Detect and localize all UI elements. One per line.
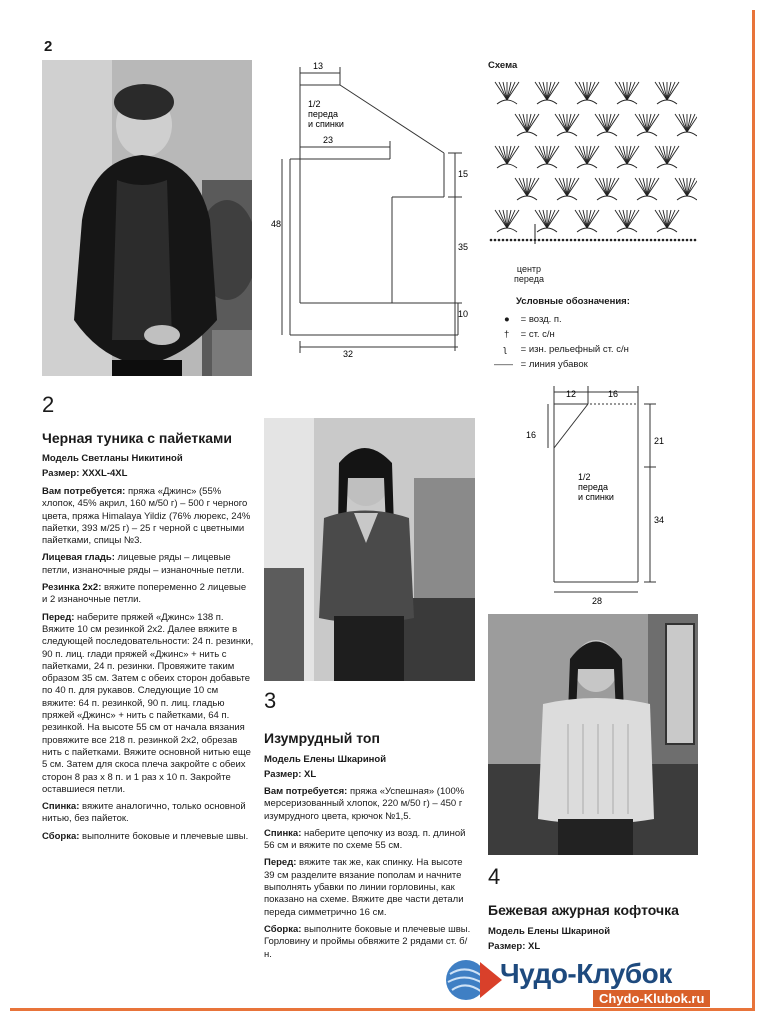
photo-beige-top xyxy=(488,614,698,855)
model-size: Размер: XXXL-4XL xyxy=(42,468,128,479)
dim-label: 16 xyxy=(608,389,619,399)
photo-black-tunic-image xyxy=(42,60,252,376)
chain-dot xyxy=(638,239,641,242)
pattern-label-line3: и спинки xyxy=(578,492,614,502)
chain-dot xyxy=(554,239,557,242)
dim-label: 10 xyxy=(458,309,469,319)
page-border-bottom xyxy=(10,1008,755,1011)
site-url[interactable]: Chydo-Klubok.ru xyxy=(593,990,710,1007)
chain-dot xyxy=(598,239,601,242)
legend-list xyxy=(494,312,629,372)
dim-label: 16 xyxy=(526,430,537,440)
dim-label: 35 xyxy=(458,242,469,252)
pattern-label-line1: 1/2 xyxy=(308,99,321,109)
chain-dot xyxy=(686,239,689,242)
chain-dot xyxy=(546,239,549,242)
center-label xyxy=(514,264,544,284)
model3-instructions xyxy=(264,786,475,961)
model-number: 3 xyxy=(264,688,277,713)
chain-dot xyxy=(566,239,569,242)
chain-dot xyxy=(518,239,521,242)
chain-dot xyxy=(694,239,697,242)
legend-title: Условные обозначения: xyxy=(516,296,630,307)
chain-dot xyxy=(646,239,649,242)
legend-item: ʅ = изн. рельефный ст. с/н xyxy=(504,344,629,355)
paragraph: Перед: вяжите так же, как спинку. На высоте 39 см разделите вязание пополам и начните выполнять убавки по линии горловины, как показано на схеме. Вяжите две части детали переда симметрично 16 см. xyxy=(264,857,464,918)
chain-dot xyxy=(674,239,677,242)
chain-dot xyxy=(670,239,673,242)
chain-dot xyxy=(550,239,553,242)
chain-dot xyxy=(562,239,565,242)
chain-dot xyxy=(506,239,509,242)
crochet-chart xyxy=(487,74,697,244)
photo-beige-top-image xyxy=(488,614,698,855)
chain-dot xyxy=(494,239,497,242)
photo-emerald-top-image xyxy=(264,418,475,681)
chain-dot xyxy=(622,239,625,242)
chain-dot xyxy=(594,239,597,242)
double-crochet-icon: † xyxy=(504,329,510,340)
dim-label: 15 xyxy=(458,169,469,179)
model-size: Размер: XL xyxy=(488,941,541,952)
chain-dot xyxy=(682,239,685,242)
chain-dot xyxy=(602,239,605,242)
chain-dot xyxy=(654,239,657,242)
relief-stitch-icon: ʅ xyxy=(504,344,507,355)
pattern-diagram-tunic xyxy=(268,55,478,365)
site-logo[interactable]: Чудо-Клубок xyxy=(500,958,672,989)
paragraph: Перед: наберите пряжей «Джинс» 138 п. Вяжите 10 см резинкой 2х2. Далее вяжите в следующей последовательности: 24 п. резинки, 90 п. лиц. глади пряжей «Джинс» + нить с пайетками, 24 п. резинки. Провяжите таким образом 35 см. Затем с обеих сторон добавьте по 40 п. для рукавов. Следующие 10 см вяжите: 64 п. резинкой, 90 п. лиц. гладью пряжей «Джинс» + нить с пайетками, 64 п. резинкой. На высоте 55 см от начала вязания провяжите все 218 п. резинкой 2х2, обрезав нить с пайетками. Вяжите основной нитью еще 5 см. Затем для скоса плеча закройте с обеих сторон 8 раз x 8 п. и 1 раз x 10 п. Закройте оставшиеся петли. xyxy=(42,611,254,795)
chain-dot xyxy=(650,239,653,242)
chain-dot xyxy=(610,239,613,242)
dim-label: 21 xyxy=(654,436,665,446)
pattern-label-line2: переда xyxy=(308,109,338,119)
model-author: Модель Елены Шкариной xyxy=(264,754,387,765)
chain-dot xyxy=(574,239,577,242)
dim-label: 34 xyxy=(654,515,665,525)
model-number: 2 xyxy=(42,392,55,417)
chain-dot xyxy=(630,239,633,242)
chain-dot xyxy=(690,239,693,242)
yarn-ball-icon xyxy=(442,948,504,1006)
chain-dot xyxy=(526,239,529,242)
dim-label: 23 xyxy=(323,135,334,145)
paragraph: Вам потребуется: пряжа «Джинс» (55% хлопок, 45% акрил, 160 м/50 г) – 500 г черного цвета, пряжа Himalaya Yildiz (76% люрекс, 24% пайетки, 393 м/25 г) – 25 г черной с цветными пайетками, спицы №3. xyxy=(42,486,251,547)
chain-dot xyxy=(662,239,665,242)
chain-dot xyxy=(498,239,501,242)
chain-dot xyxy=(618,239,621,242)
chain-dot xyxy=(490,239,493,242)
dim-label: 13 xyxy=(313,61,324,71)
photo-black-tunic xyxy=(42,60,252,376)
chain-dot xyxy=(570,239,573,242)
chain-dot xyxy=(514,239,517,242)
pattern-label-line3: и спинки xyxy=(308,119,344,129)
chain-dot xyxy=(586,239,589,242)
center-label-line2: переда xyxy=(514,274,544,284)
chain-dot xyxy=(502,239,505,242)
center-label-line1: центр xyxy=(516,264,542,274)
chain-dot xyxy=(538,239,541,242)
chain-dot xyxy=(606,239,609,242)
air-chain-icon: ● xyxy=(504,314,510,325)
chain-dot xyxy=(542,239,545,242)
model-author: Модель Елены Шкариной xyxy=(488,926,611,937)
chain-dot xyxy=(642,239,645,242)
paragraph: Спинка: наберите цепочку из возд. п. длиной 56 см и вяжите по схеме 55 см. xyxy=(264,827,466,852)
chain-dot xyxy=(666,239,669,242)
paragraph: Лицевая гладь: лицевые ряды – лицевые петли, изнаночные ряды – изнаночные петли. xyxy=(42,552,245,576)
model-title: Изумрудный топ xyxy=(264,730,380,746)
paragraph: Вам потребуется: пряжа «Успешная» (100% мерсеризованный хлопок, 220 м/50 г) – 450 г изумрудного цвета, крючок №1,5. xyxy=(264,786,465,822)
chain-dot xyxy=(510,239,513,242)
legend-item: † = ст. с/н xyxy=(504,329,555,340)
page-number: 2 xyxy=(44,38,53,55)
yarn-ball-logo xyxy=(442,948,504,1006)
chain-dot xyxy=(678,239,681,242)
chain-dot xyxy=(634,239,637,242)
model2-instructions xyxy=(42,486,254,843)
legend-item: —— = линия убавок xyxy=(494,359,588,370)
pattern-diagram-top xyxy=(520,382,680,612)
chain-dot xyxy=(530,239,533,242)
dim-label: 48 xyxy=(271,219,282,229)
photo-emerald-top xyxy=(264,418,475,681)
paragraph: Сборка: выполните боковые и плечевые швы. Горловину и проймы обвяжите 2 рядами ст. б/н. xyxy=(264,923,471,960)
model-author: Модель Светланы Никитиной xyxy=(42,453,183,464)
chain-dot xyxy=(582,239,585,242)
pattern-label-line2: переда xyxy=(578,482,608,492)
schema-title: Схема xyxy=(488,60,518,71)
chain-dot xyxy=(658,239,661,242)
legend-item: ● = возд. п. xyxy=(504,314,562,325)
page-border-right xyxy=(752,10,755,1010)
chain-dot xyxy=(626,239,629,242)
paragraph: Резинка 2х2: вяжите попеременно 2 лицевые и 2 изнаночные петли. xyxy=(42,582,247,606)
chain-dot xyxy=(614,239,617,242)
chain-dot xyxy=(590,239,593,242)
chain-dot xyxy=(522,239,525,242)
pattern-label-line1: 1/2 xyxy=(578,472,591,482)
decrease-line-icon: —— xyxy=(494,359,513,370)
model-number: 4 xyxy=(488,864,501,889)
chain-dot xyxy=(578,239,581,242)
chain-dot xyxy=(558,239,561,242)
dim-label: 32 xyxy=(343,349,354,359)
model-title: Бежевая ажурная кофточка xyxy=(488,902,679,918)
model-size: Размер: XL xyxy=(264,769,317,780)
paragraph: Спинка: вяжите аналогично, только основной нитью, без пайеток. xyxy=(42,801,246,825)
dim-label: 12 xyxy=(566,389,577,399)
paragraph: Сборка: выполните боковые и плечевые швы. xyxy=(42,830,249,842)
dim-label: 28 xyxy=(592,596,603,606)
model-title: Черная туника с пайетками xyxy=(42,430,232,446)
